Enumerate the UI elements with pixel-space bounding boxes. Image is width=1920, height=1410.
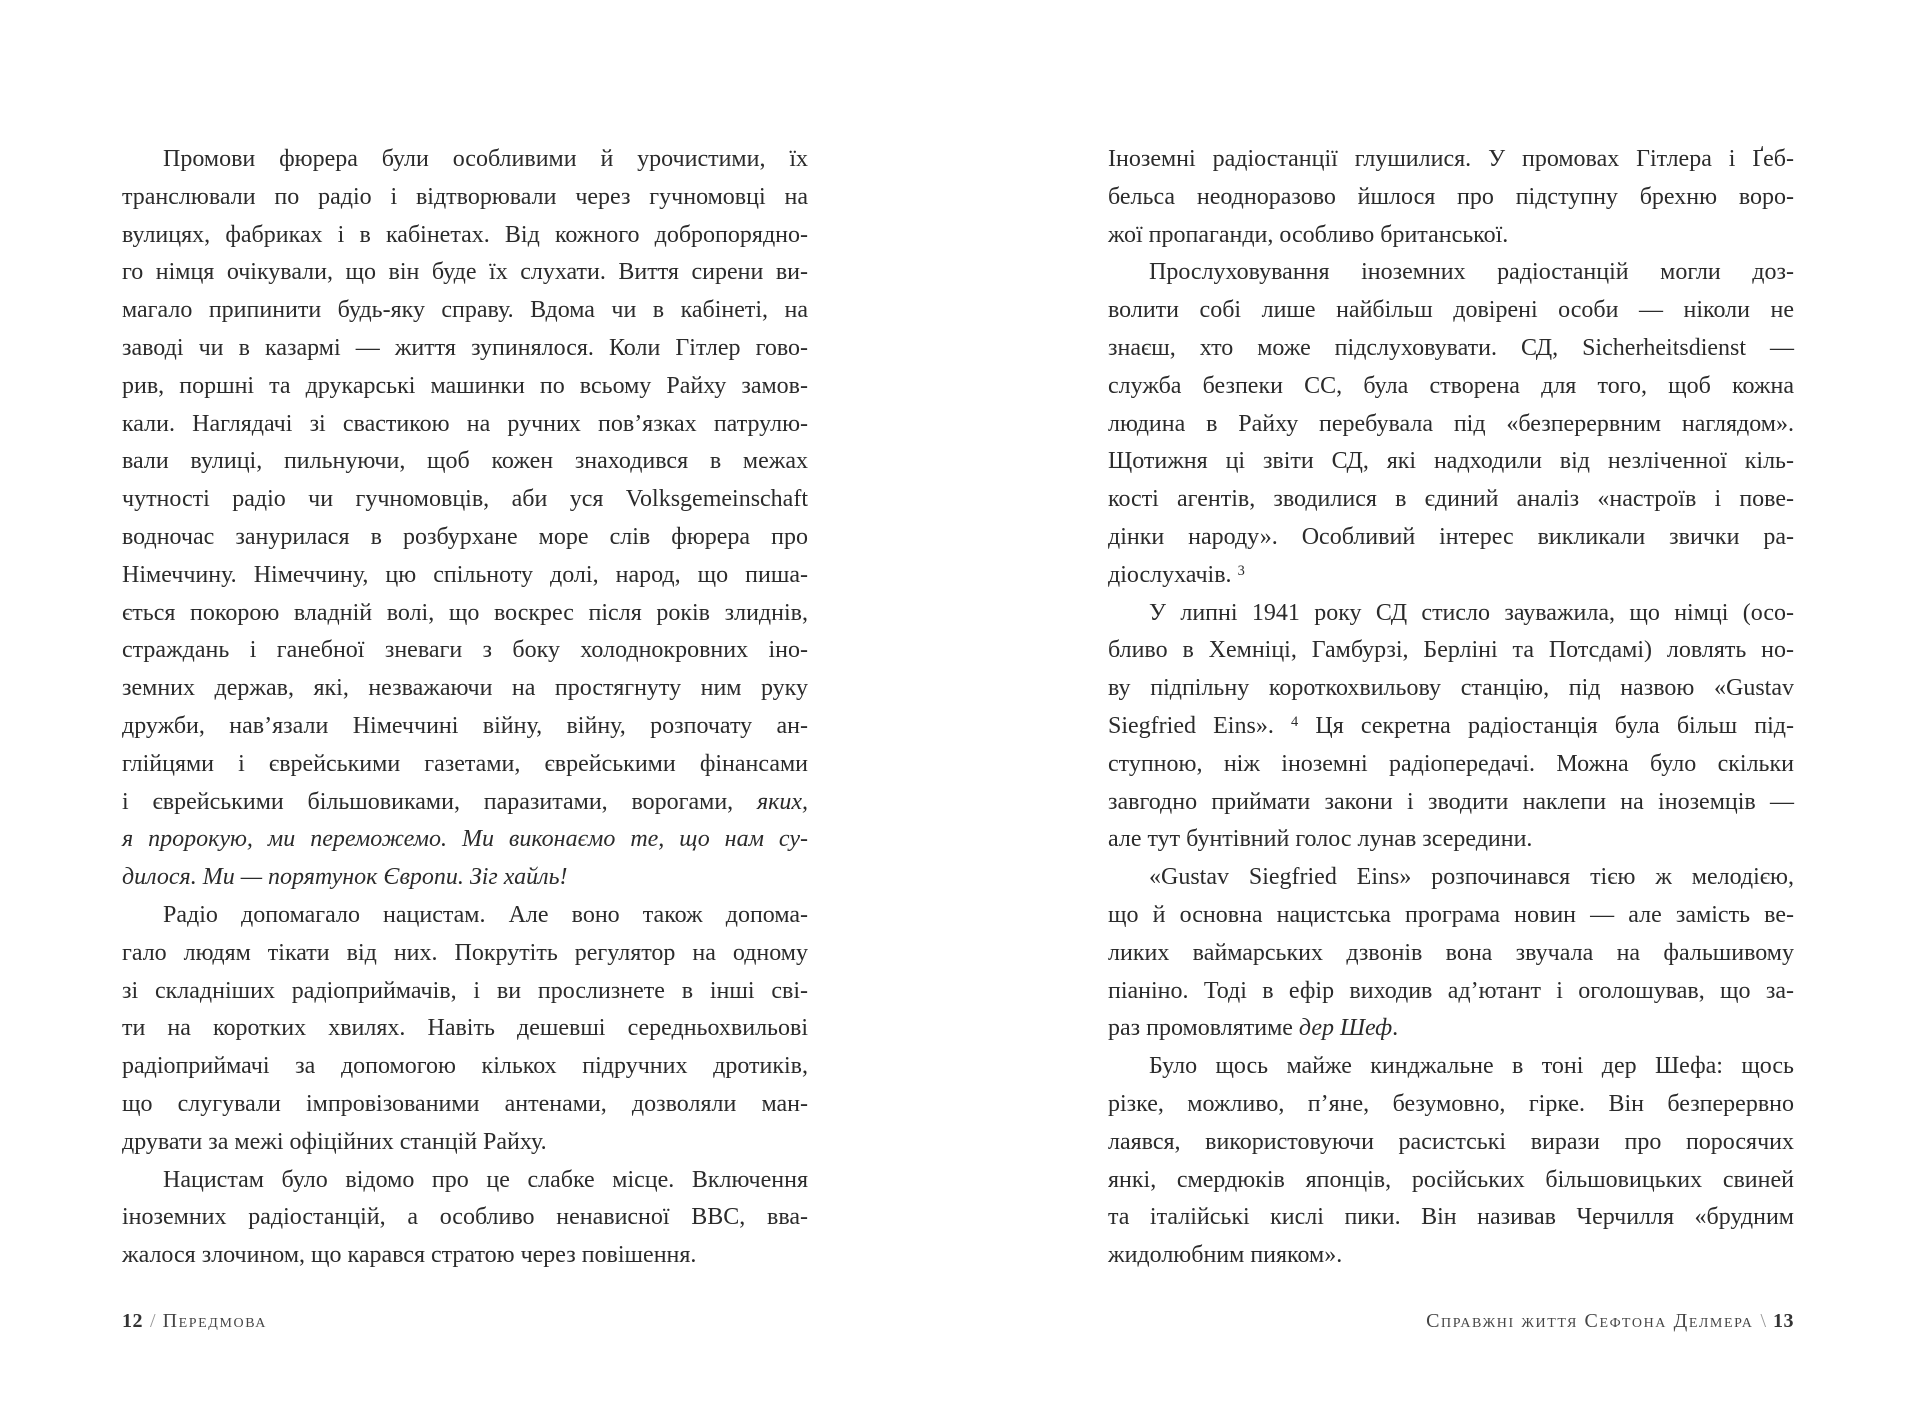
text-line	[1108, 481, 1794, 519]
body-text: ти на коротких хвилях. Навіть дешевші середньохвильові	[122, 1015, 808, 1042]
text-line	[122, 519, 808, 557]
body-text: жалося злочином, що карався стратою через повішення.	[122, 1242, 697, 1269]
text-line	[122, 632, 808, 670]
text-line	[1108, 1086, 1794, 1124]
right-page	[960, 0, 1920, 1410]
body-text: Промови фюрера були особливими й урочистими, їх	[163, 146, 808, 172]
body-text: магало припинити будь-яку справу. Вдома чи в кабінеті, на	[122, 297, 808, 324]
text-line	[122, 1048, 808, 1086]
text-line	[1108, 254, 1794, 292]
text-line	[1108, 1237, 1794, 1275]
text-line	[122, 746, 808, 784]
text-line	[1108, 217, 1794, 255]
body-text: Ця секретна радіостанція була більш під-	[1298, 712, 1794, 739]
text-line	[122, 1010, 808, 1048]
body-text: Радіо допомагало нацистам. Але воно також допома-	[163, 901, 808, 928]
body-text: вали вулиці, пильнуючи, щоб кожен знаходився в межах	[122, 448, 808, 475]
text-line	[122, 708, 808, 746]
text-line	[1108, 1162, 1794, 1200]
italic-text: дилося. Ми — порятунок Європи. Зіг хайль!	[122, 864, 568, 891]
body-text: волити собі лише найбільш довірені особи — ніколи не	[1108, 297, 1794, 324]
body-text: знаєш, хто може підслуховувати. СД, Sicherheitsdienst —	[1108, 334, 1794, 361]
body-text: і єврейськими більшовиками, паразитами, ворогами,	[122, 788, 757, 815]
text-line	[1108, 632, 1794, 670]
body-text: піаніно. Тоді в ефір виходив ад’ютант і оголошував, що за-	[1108, 977, 1794, 1004]
body-text: Було щось майже кинджальне в тоні дер Шефа: щось	[1149, 1053, 1794, 1080]
body-text: діослухачів.	[1108, 561, 1238, 588]
body-text: вулицях, фабриках і в кабінетах. Від кожного добропорядно-	[122, 221, 808, 248]
right-page-number: 13	[1773, 1310, 1794, 1332]
body-text: бельса неодноразово йшлося про підступну брехню воро-	[1108, 183, 1794, 210]
text-line	[122, 1086, 808, 1124]
text-line	[122, 595, 808, 633]
text-line	[122, 557, 808, 595]
body-text: ликих ваймарських дзвонів вона звучала на фальшивому	[1108, 939, 1794, 966]
italic-text: я пророкую, ми переможемо. Ми виконаємо те, що нам су-	[122, 826, 808, 853]
body-text: чутності радіо чи гучномовців, аби уся Volksgemeinschaft	[122, 486, 808, 513]
text-line	[1108, 746, 1794, 784]
text-line	[122, 935, 808, 973]
text-line	[1108, 897, 1794, 935]
text-line	[122, 1124, 808, 1162]
right-page-footer	[1108, 1310, 1794, 1333]
body-text: служба безпеки СС, була створена для того, щоб кожна	[1108, 372, 1794, 399]
body-text: та італійські кислі пики. Він називав Черчилля «брудним	[1108, 1204, 1794, 1231]
text-line	[1108, 292, 1794, 330]
footnote-marker: 3	[1237, 562, 1245, 579]
body-text: Німеччину. Німеччину, цю спільноту долі, народ, що пиша-	[122, 561, 808, 588]
text-line	[122, 1199, 808, 1237]
book-title-label: Справжні життя Сефтона Делмера	[1426, 1310, 1754, 1332]
body-text: го німця очікували, що він буде їх слухати. Виття сирени ви-	[122, 259, 808, 286]
text-line	[1108, 141, 1794, 179]
body-text: що й основна нацистська програма новин — але замість ве-	[1108, 901, 1794, 928]
body-text: різке, можливо, п’яне, безумовно, гірке. Він безперервно	[1108, 1090, 1794, 1117]
body-text: іноземних радіостанцій, а особливо ненависної BBC, вва-	[122, 1204, 808, 1231]
footnote-marker: 4	[1291, 713, 1299, 730]
body-text: Нацистам було відомо про це слабке місце. Включення	[163, 1166, 808, 1193]
left-page-footer	[122, 1310, 808, 1333]
text-line	[122, 1162, 808, 1200]
body-text: що слугували імпровізованими антенами, дозволяли ман-	[122, 1090, 808, 1117]
text-line	[122, 217, 808, 255]
text-line	[122, 179, 808, 217]
body-text: зі складніших радіоприймачів, і ви прослизнете в інші сві-	[122, 977, 808, 1004]
text-line	[1108, 179, 1794, 217]
body-text: ється покорою владній волі, що воскрес після років злиднів,	[122, 599, 808, 626]
body-text: «Gustav Siegfried Eins» розпочинався тією ж мелодією,	[1149, 864, 1794, 891]
text-line	[1108, 557, 1794, 595]
text-line	[122, 368, 808, 406]
text-line	[122, 141, 808, 179]
body-text: кали. Наглядачі зі свастикою на ручних пов’язках патрулю-	[122, 410, 808, 437]
body-text: страждань і ганебної зневаги з боку холоднокровних іно-	[122, 637, 808, 664]
body-text: Щотижня ці звіти СД, які надходили від незліченної кіль-	[1108, 448, 1794, 475]
footer-separator: \	[1760, 1310, 1766, 1332]
body-text: гало людям тікати від них. Покрутіть регулятор на одному	[122, 939, 808, 966]
text-line	[1108, 1048, 1794, 1086]
text-line	[1108, 859, 1794, 897]
body-text: жої пропаганди, особливо британської.	[1108, 221, 1509, 248]
body-text: але тут бунтівний голос лунав зсередини.	[1108, 826, 1533, 853]
text-line	[1108, 368, 1794, 406]
body-text: рив, поршні та друкарські машинки по всьому Райху замов-	[122, 372, 808, 399]
text-line	[1108, 935, 1794, 973]
left-page-number: 12	[122, 1310, 143, 1332]
text-line	[122, 406, 808, 444]
body-text: У липні 1941 року СД стисло зауважила, що німці (осо-	[1149, 599, 1794, 626]
body-text: раз промовлятиме	[1108, 1015, 1299, 1042]
text-line	[122, 670, 808, 708]
text-line	[122, 821, 808, 859]
text-line	[1108, 1010, 1794, 1048]
text-line	[1108, 1199, 1794, 1237]
text-line	[122, 330, 808, 368]
text-line	[1108, 519, 1794, 557]
text-line	[122, 859, 808, 897]
body-text: заводі чи в казармі — життя зупинялося. Коли Гітлер гово-	[122, 334, 808, 361]
text-line	[1108, 670, 1794, 708]
text-line	[1108, 973, 1794, 1011]
italic-text: яких,	[756, 788, 808, 815]
text-line	[122, 443, 808, 481]
left-page-text	[122, 141, 808, 1275]
body-text: людина в Райху перебувала під «безперервним наглядом».	[1108, 410, 1794, 437]
body-text: Siegfried Eins».	[1108, 712, 1291, 739]
text-line	[1108, 708, 1794, 746]
body-text: глійцями і єврейськими газетами, єврейськими фінансами	[122, 750, 808, 777]
text-line	[1108, 1124, 1794, 1162]
text-line	[1108, 595, 1794, 633]
text-line	[122, 1237, 808, 1275]
body-text: .	[1392, 1015, 1399, 1042]
right-page-text	[1108, 141, 1794, 1275]
text-line	[122, 973, 808, 1011]
text-line	[1108, 821, 1794, 859]
italic-text: дер Шеф	[1298, 1015, 1393, 1042]
body-text: друвати за межі офіційних станцій Райху.	[122, 1128, 547, 1155]
text-line	[1108, 784, 1794, 822]
text-line	[122, 292, 808, 330]
body-text: дружби, нав’язали Німеччині війну, війну, розпочату ан-	[122, 712, 808, 739]
text-line	[1108, 443, 1794, 481]
body-text: лаявся, використовуючи расистські вирази про поросячих	[1108, 1128, 1794, 1155]
chapter-label: Передмова	[162, 1310, 267, 1332]
text-line	[122, 897, 808, 935]
text-line	[122, 254, 808, 292]
body-text: Прослуховування іноземних радіостанцій могли доз-	[1149, 259, 1794, 286]
body-text: завгодно приймати закони і зводити наклепи на іноземців —	[1108, 788, 1794, 815]
body-text: янкі, смердюків японців, російських більшовицьких свиней	[1108, 1166, 1794, 1193]
text-line	[122, 784, 808, 822]
body-text: ступною, ніж іноземні радіопередачі. Можна було скільки	[1108, 750, 1794, 777]
body-text: Іноземні радіостанції глушилися. У промовах Гітлера і Ґеб-	[1108, 146, 1794, 172]
body-text: земних держав, які, незважаючи на простягнуту ним руку	[122, 675, 808, 702]
body-text: радіоприймачі за допомогою кількох підручних дротиків,	[122, 1053, 808, 1080]
text-line	[1108, 330, 1794, 368]
body-text: ву підпільну короткохвильову станцію, під назвою «Gustav	[1108, 675, 1794, 702]
body-text: кості агентів, зводилися в єдиний аналіз «настроїв і пове-	[1108, 486, 1794, 513]
body-text: жидолюбним пияком».	[1108, 1242, 1343, 1269]
text-line	[122, 481, 808, 519]
body-text: транслювали по радіо і відтворювали через гучномовці на	[122, 183, 808, 210]
body-text: дінки народу». Особливий інтерес викликали звички ра-	[1108, 523, 1794, 550]
text-line	[1108, 406, 1794, 444]
body-text: водночас занурилася в розбурхане море слів фюрера про	[122, 523, 808, 550]
body-text: бливо в Хемніці, Гамбурзі, Берліні та Потсдамі) ловлять но-	[1108, 637, 1794, 664]
footer-separator: /	[150, 1310, 156, 1332]
